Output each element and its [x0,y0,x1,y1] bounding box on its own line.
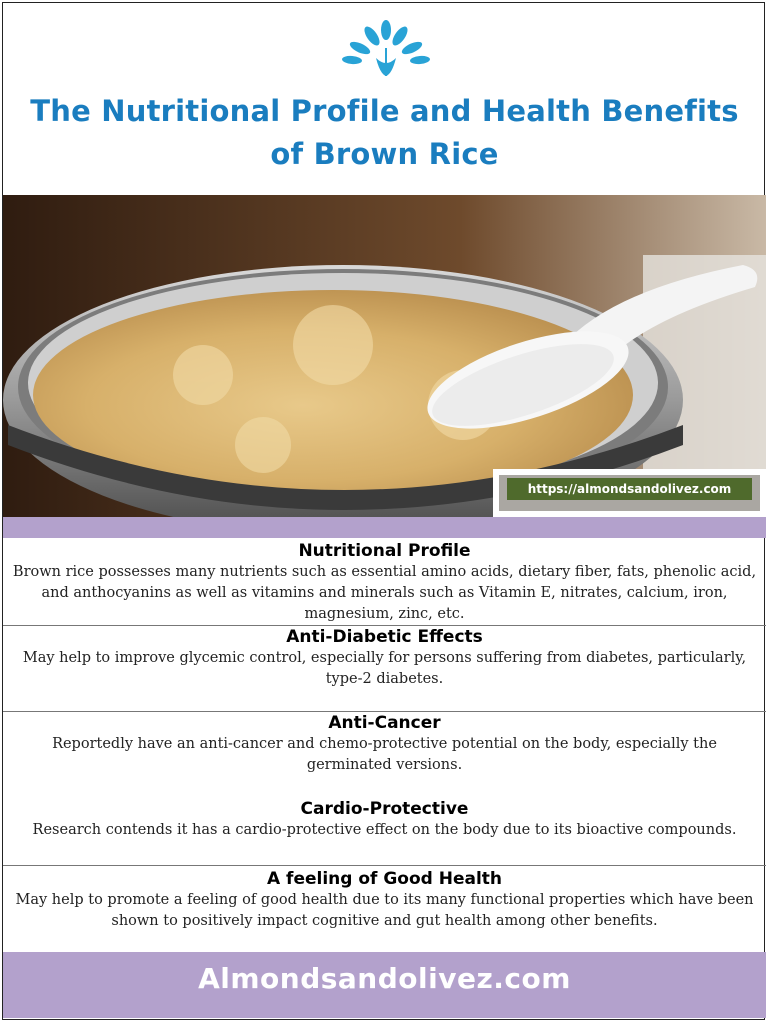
page-title: The Nutritional Profile and Health Benefits of Brown Rice [30,94,739,171]
section-title: A feeling of Good Health [266,869,503,889]
footer-site-name[interactable]: Almondsandolivez.com [198,962,571,995]
section-cardio-protective [3,794,766,866]
section-title: Anti-Cancer [328,713,441,733]
section-body: Brown rice possesses many nutrients such as essential amino acids, dietary fiber, fats, phenolic acid, and anthocyanins as well as vitamins and minerals such as Vitamin E, nitrates, calcium, iron, magnesium, zinc, etc. [12,564,757,622]
section-body: Research contends it has a cardio-protective effect on the body due to its bioactive compounds. [32,822,737,838]
section-anti-cancer [3,712,766,794]
section-title: Anti-Diabetic Effects [286,627,483,647]
leaf-sprout-icon [336,18,436,80]
footer-band [3,952,766,1018]
section-body: May help to promote a feeling of good health due to its many functional properties which have been shown to positively impact cognitive and gut health among other benefits. [15,892,754,929]
url-badge-text[interactable]: https://almondsandolivez.com [507,478,752,500]
section-title: Nutritional Profile [298,541,471,561]
url-badge[interactable] [493,469,766,517]
section-body: Reportedly have an anti-cancer and chemo-protective potential on the body, especially the germinated versions. [52,736,717,773]
section-anti-diabetic [3,626,766,712]
section-body: May help to improve glycemic control, especially for persons suffering from diabetes, particularly, type-2 diabetes. [22,650,747,687]
url-badge-inner [499,475,760,511]
section-nutritional-profile [3,538,766,626]
section-good-health [3,866,766,952]
section-title: Cardio-Protective [300,799,469,819]
purple-band [3,517,766,538]
